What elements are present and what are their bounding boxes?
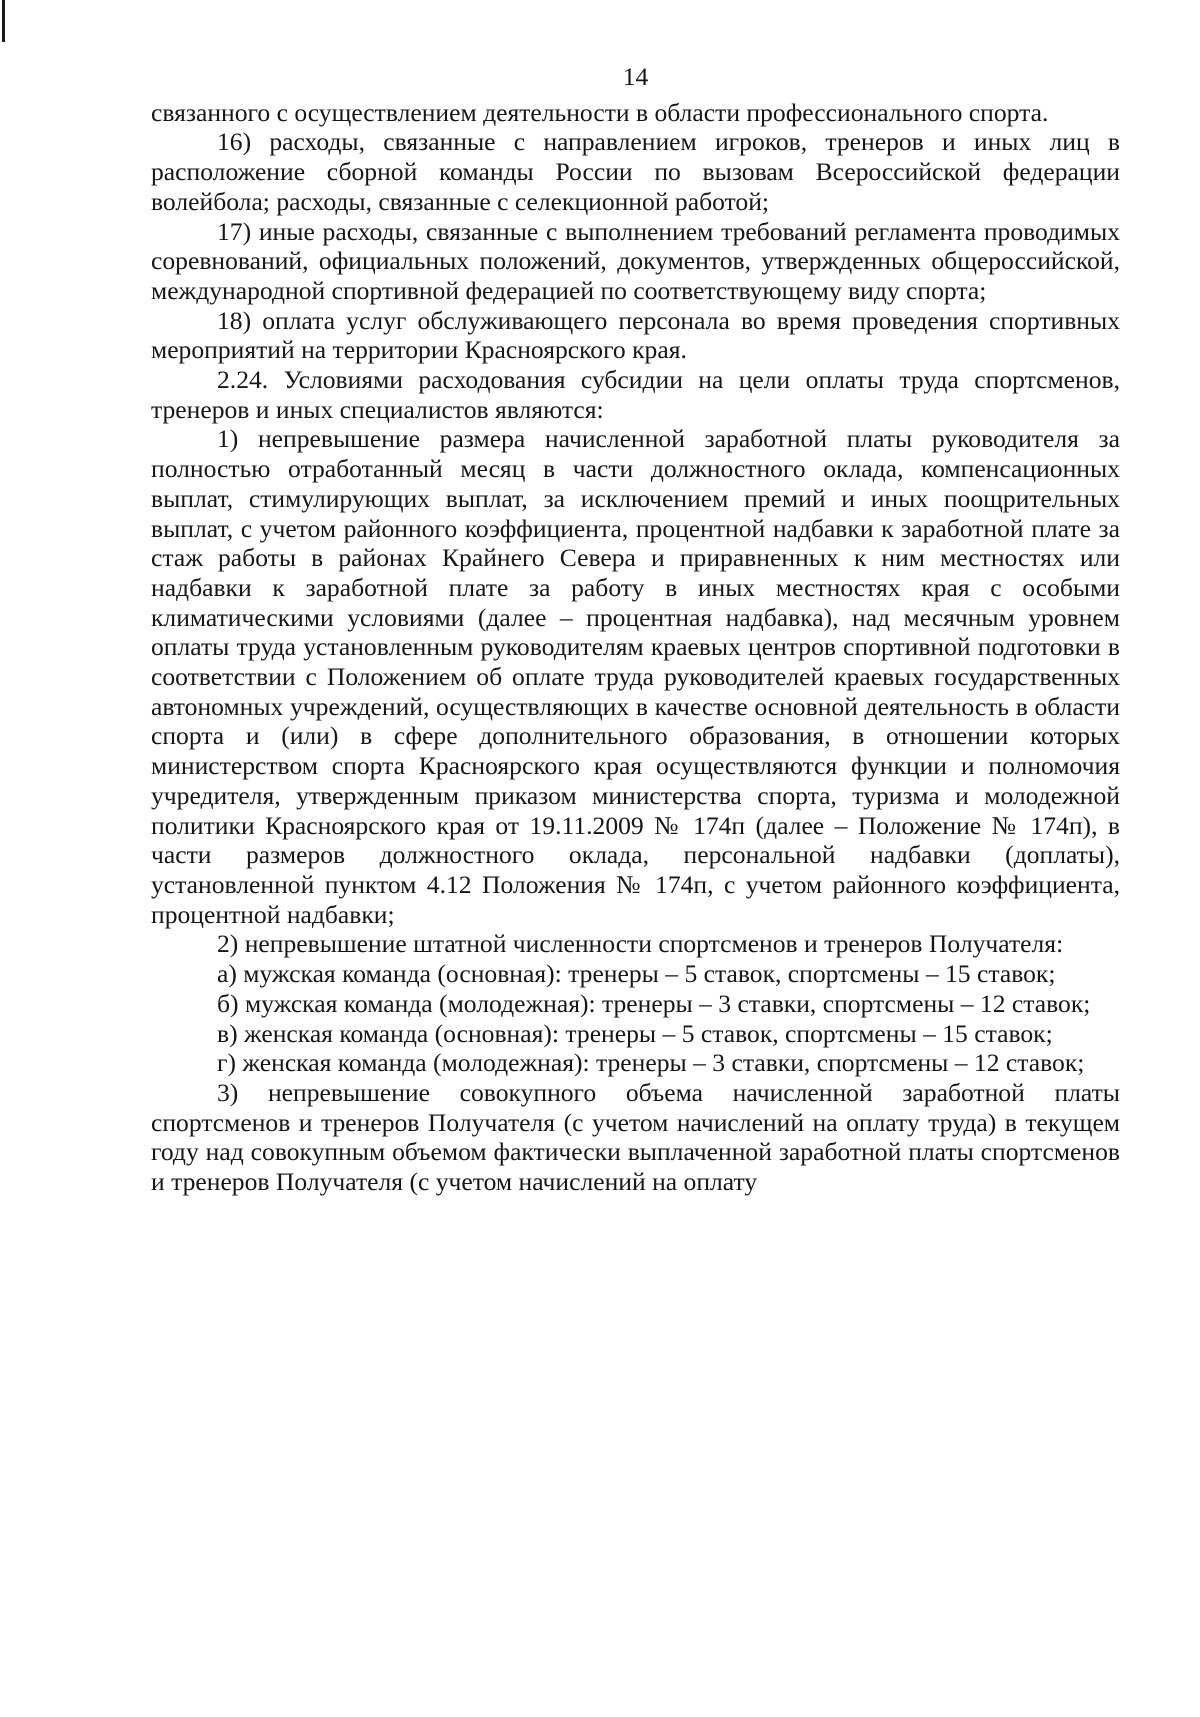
paragraph-clause-2-24: 2.24. Условиями расходования субсидии на цели оплаты труда спортсменов, тренеров и иных специалистов являются:	[151, 365, 1120, 424]
paragraph-item-16: 16) расходы, связанные с направлением игроков, тренеров и иных лиц в расположение сборной команды России по вызовам Всероссийской федерации волейбола; расходы, связанные с селекционной работой;	[151, 127, 1120, 216]
paragraph-continuation: связанного с осуществлением деятельности в области профессионального спорта.	[151, 97, 1049, 127]
paragraph-condition-3: 3) непревышение совокупного объема начисленной заработной платы спортсменов и тренеров Получателя (с учетом начислений на оплату труда) в текущем году над совокупным объемом фактически выплаченной заработной платы спортсменов и тренеров Получателя (с учетом начислений на оплату	[151, 1077, 1120, 1197]
paragraph-subitem-v: в) женская команда (основная): тренеры – 5 ставок, спортсмены – 15 ставок;	[217, 1018, 1053, 1048]
paragraph-subitem-b: б) мужская команда (молодежная): тренеры – 3 ставки, спортсмены – 12 ставок;	[217, 988, 1091, 1018]
paragraph-item-17: 17) иные расходы, связанные с выполнением требований регламента проводимых соревнований, официальных положений, документов, утвержденных общероссийской, международной спортивной федерацией по соответствующему виду спорта;	[151, 216, 1120, 305]
paragraph-item-18: 18) оплата услуг обслуживающего персонала во время проведения спортивных мероприятий на территории Красноярского края.	[151, 305, 1120, 365]
paragraph-condition-2: 2) непревышение штатной численности спортсменов и тренеров Получателя:	[217, 929, 1064, 959]
page-number: 14	[622, 62, 649, 91]
paragraph-condition-1: 1) непревышение размера начисленной заработной платы руководителя за полностью отработанный месяц в части должностного оклада, компенсационных выплат, стимулирующих выплат, за исключением премий и иных поощрительных выплат, с учетом районного коэффициента, процентной надбавки к заработной плате за стаж работы в районах Крайнего Севера и приравненных к ним местностях или надбавки к заработной плате за работу в иных местностях края с особыми климатическими условиями (далее – процентная надбавка), над месячным уровнем оплаты труда установленным руководителям краевых центров спортивной подготовки в соответствии с Положением об оплате труда руководителей краевых государственных автономных учреждений, осуществляющих в качестве основной деятельность в области спорта и (или) в сфере дополнительного образования, в отношении которых министерством спорта Красноярского края осуществляются функции и полномочия учредителя, утвержденным приказом министерства спорта, туризма и молодежной политики Красноярского края от 19.11.2009 № 174п (далее – Положение № 174п), в части размеров должностного оклада, персональной надбавки (доплаты), установленной пунктом 4.12 Положения № 174п, с учетом районного коэффициента, процентной надбавки;	[151, 424, 1120, 929]
scan-edge-mark	[2, 0, 5, 42]
paragraph-subitem-g: г) женская команда (молодежная): тренеры – 3 ставки, спортсмены – 12 ставок;	[217, 1048, 1085, 1078]
document-page	[151, 62, 1120, 1197]
paragraph-subitem-a: а) мужская команда (основная): тренеры – 5 ставок, спортсмены – 15 ставок;	[217, 959, 1056, 989]
